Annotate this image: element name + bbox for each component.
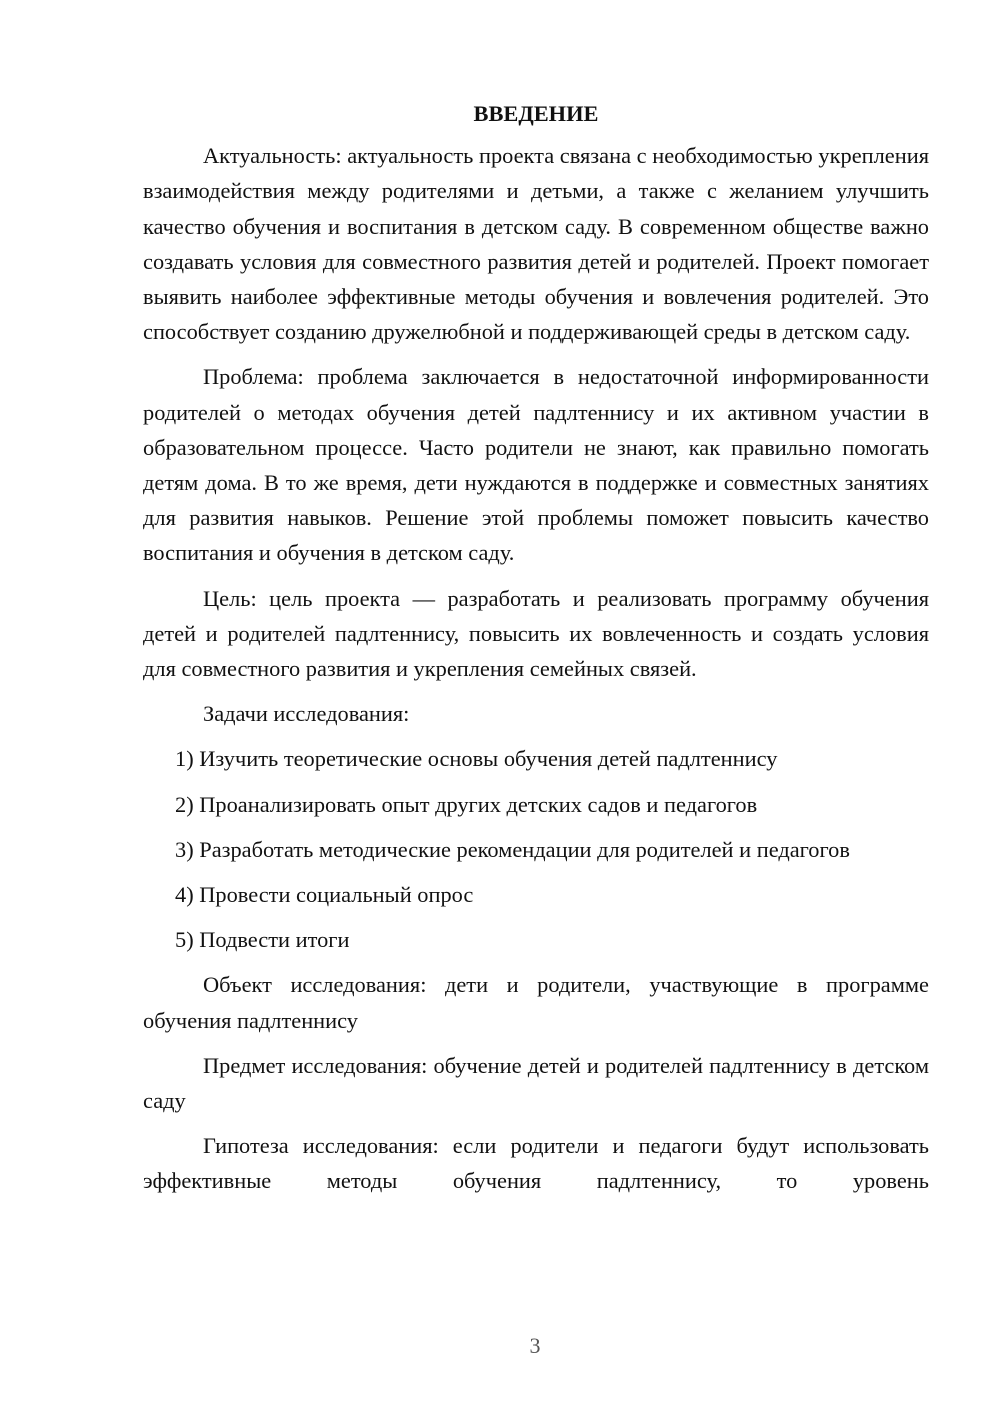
list-item: 3) Разработать методические рекомендации для родителей и педагогов: [175, 836, 850, 862]
paragraph-relevance: Актуальность: актуальность проекта связана с необходимостью укрепления взаимодействия между родителями и детьми, а также с желанием улучшить качество обучения и воспитания в детском саду. В современном обществе важно создавать условия для совместного развития детей и родителей. Проект помогает выявить наиболее эффективные методы обучения и вовлечения родителей. Это способствует созданию дружелюбной и поддерживающей среды в детском саду.: [143, 143, 929, 345]
paragraph-object: Объект исследования: дети и родители, участвующие в программе обучения падлтеннису: [143, 972, 929, 1033]
list-item: 5) Подвести итоги: [175, 927, 350, 953]
page-number: 3: [529, 1333, 541, 1358]
page-content: [143, 96, 929, 1199]
list-item: 1) Изучить теоретические основы обучения детей падлтеннису: [175, 746, 778, 772]
paragraph-problem: Проблема: проблема заключается в недостаточной информированности родителей о методах обучения детей падлтеннису и их активном участии в образовательном процессе. Часто родители не знают, как правильно помогать детям дома. В то же время, дети нуждаются в поддержке и совместных занятиях для развития навыков. Решение этой проблемы поможет повысить качество воспитания и обучения в детском саду.: [143, 364, 929, 566]
tasks-list: [143, 741, 929, 957]
paragraph-hypothesis: Гипотеза исследования: если родители и педагоги будут использовать эффективные методы обучения падлтеннису, то уровень: [143, 1133, 929, 1194]
list-item: 4) Провести социальный опрос: [175, 882, 474, 908]
paragraph-subject: Предмет исследования: обучение детей и родителей падлтеннису в детском саду: [143, 1052, 929, 1114]
paragraph-goal: Цель: цель проекта — разработать и реализовать программу обучения детей и родителей падлтеннису, повысить их вовлеченность и создать условия для совместного развития и укрепления семейных связей.: [143, 585, 929, 682]
list-item: 2) Проанализировать опыт других детских садов и педагогов: [175, 791, 758, 817]
section-title: ВВЕДЕНИЕ: [473, 101, 599, 126]
tasks-heading: Задачи исследования:: [203, 701, 410, 727]
